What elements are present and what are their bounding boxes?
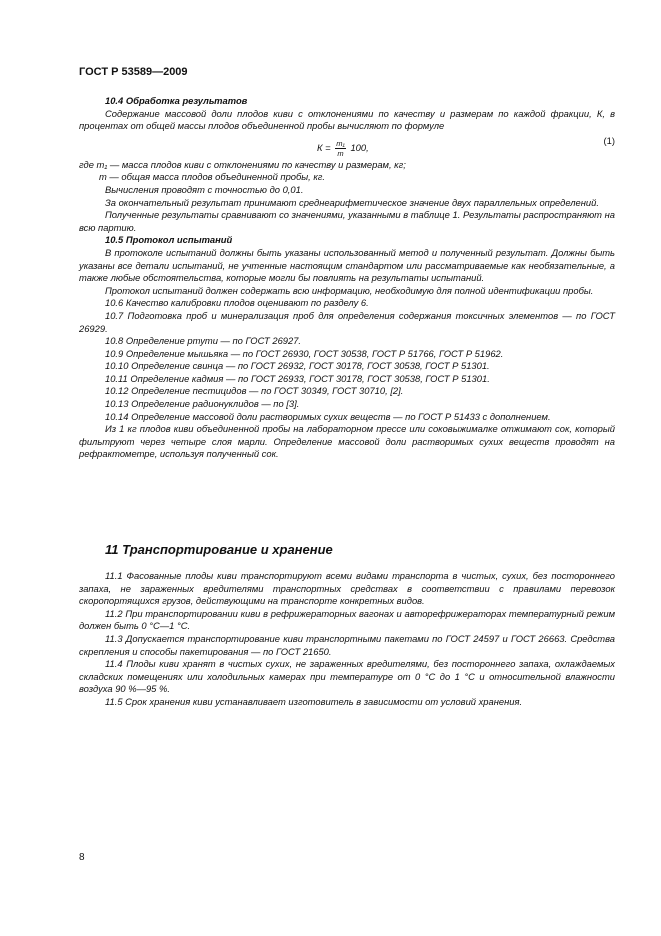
paragraph: Содержание массовой доли плодов киви с отклонениями по качеству и размерам по каждой фракции, К, в процентах от общей массы плодов объединенной пробы вычисляют по формуле (79, 107, 615, 132)
formula-1 (79, 135, 615, 157)
list-item: 10.7 Подготовка проб и минерализация проб для определения содержания токсичных элементов — по ГОСТ 26929. (79, 309, 615, 334)
document-header: ГОСТ Р 53589—2009 (79, 66, 188, 78)
paragraph: 11.3 Допускается транспортирование киви транспортными пакетами по ГОСТ 24597 и ГОСТ 26663. Средства скрепления и способы пакетирования — по ГОСТ 21650. (79, 632, 615, 657)
list-item: 10.10 Определение свинца — по ГОСТ 26932, ГОСТ 30178, ГОСТ 30538, ГОСТ Р 51301. (105, 360, 490, 372)
page-number: 8 (79, 852, 85, 863)
list-item: 10.13 Определение радионуклидов — по [3]. (105, 398, 300, 410)
section-11-body (79, 570, 615, 709)
list-item: 10.9 Определение мышьяка — по ГОСТ 26930, ГОСТ 30538, ГОСТ Р 51766, ГОСТ Р 51962. (105, 347, 504, 359)
formula-fraction (335, 139, 346, 158)
list-item: 10.8 Определение ртути — по ГОСТ 26927. (105, 335, 302, 347)
paragraph: Вычисления проводят с точностью до 0,01. (105, 183, 304, 195)
formula-where-m: m — общая масса плодов объединенной пробы, кг. (99, 171, 326, 183)
formula-number: (1) (603, 134, 615, 146)
list-item: 10.12 Определение пестицидов — по ГОСТ 30349, ГОСТ 30710, [2]. (105, 385, 404, 397)
formula-numerator: m₁ (336, 138, 345, 148)
paragraph: 11.1 Фасованные плоды киви транспортируют всеми видами транспорта в чистых, сухих, без постороннего запаха, не зараженных вредителями транспортных средствах в соответствии с правилами перевозок скоропортящихся грузов, действующими на транспорте конкретных видов. (79, 570, 615, 607)
paragraph: Протокол испытаний должен содержать всю информацию, необходимую для полной идентификации пробы. (105, 284, 594, 296)
formula-where-m1: где m₁ — масса плодов киви с отклонениями по качеству и размерам, кг; (79, 158, 406, 170)
list-item: 10.11 Определение кадмия — по ГОСТ 26933, ГОСТ 30178, ГОСТ 30538, ГОСТ Р 51301. (105, 372, 490, 384)
formula-lhs: К = (317, 141, 331, 153)
subsection-10-4-title: 10.4 Обработка результатов (105, 95, 248, 106)
paragraph: 11.5 Срок хранения киви устанавливает изготовитель в зависимости от условий хранения. (105, 695, 523, 707)
formula-rhs: 100, (350, 141, 369, 153)
list-item: 10.6 Качество калибровки плодов оценивают по разделу 6. (105, 297, 369, 309)
list-item: 10.14 Определение массовой доли растворимых сухих веществ — по ГОСТ Р 51433 с дополнением. (105, 410, 551, 422)
paragraph: За окончательный результат принимают среднеарифметическое значение двух параллельных определений. (105, 196, 599, 208)
formula-body (317, 139, 369, 158)
paragraph: В протоколе испытаний должны быть указаны использованный метод и полученный результат. Должны быть указаны все детали испытаний, не учтенные настоящим стандартом или рассматриваемые как необязательные, а также любые обстоятельства, которые могли бы повлиять на результаты испытаний. (79, 246, 615, 284)
section-11-title: 11 Транспортирование и хранение (105, 542, 333, 557)
paragraph: Полученные результаты сравнивают со значениями, указанными в таблице 1. Результаты распространяют на всю партию. (79, 209, 615, 233)
section-10-body (79, 95, 615, 461)
paragraph: Из 1 кг плодов киви объединенной пробы на лабораторном прессе или соковыжималке отжимают сок, который фильтруют через четыре слоя марли. Определение массовой доли растворимых сухих веществ проводят на рефрактометре, используя полученный сок. (79, 423, 615, 460)
paragraph: 11.2 При транспортировании киви в рефрижераторных вагонах и авторефрижераторах температурный режим должен быть 0 °С—1 °С. (79, 607, 615, 632)
subsection-10-5-title: 10.5 Протокол испытаний (105, 234, 233, 246)
formula-denominator: m (337, 148, 344, 158)
paragraph: 11.4 Плоды киви хранят в чистых сухих, не зараженных вредителями, без постороннего запаха, охлаждаемых складских помещениях или холодильных камерах при температуре от 0 °С до 1 °С и относительной влажности воздуха 90 %—95 %. (79, 658, 615, 695)
